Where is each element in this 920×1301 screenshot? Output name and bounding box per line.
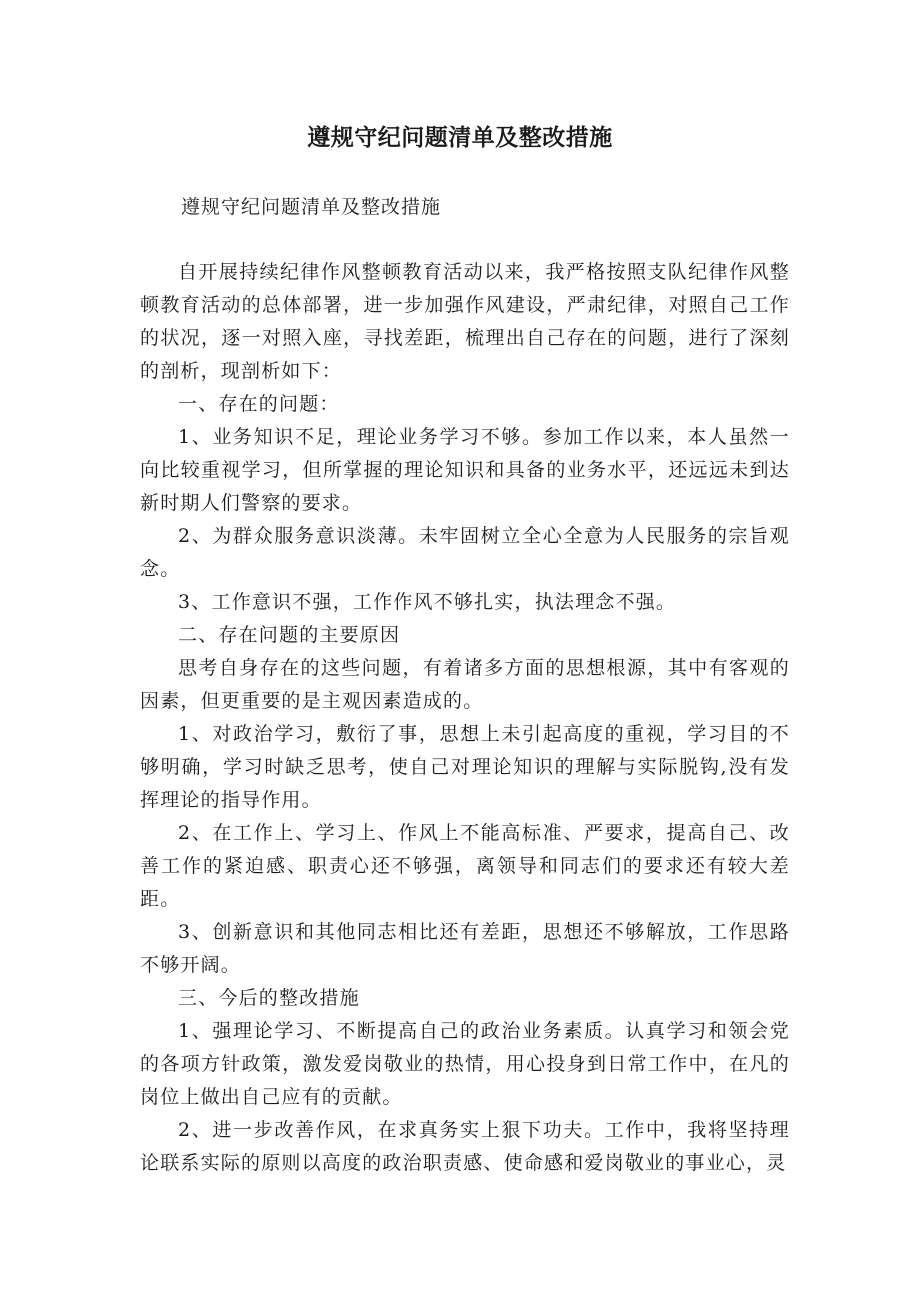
paragraph-causes-intro: 思考自身存在的这些问题，有着诸多方面的思想根源，其中有客观的因素，但更重要的是主观因素造成的。 [140, 657, 790, 712]
paragraph-cause-1: 1、对政治学习，敷衍了事，思想上未引起高度的重视，学习目的不够明确，学习时缺乏思考，使自己对理论知识的理解与实际脱钩,没有发挥理论的指导作用。 [140, 723, 790, 811]
paragraph-cause-3: 3、创新意识和其他同志相比还有差距，思想还不够解放，工作思路不够开阔。 [140, 921, 790, 976]
heading-rectification-measures: 三、今后的整改措施 [178, 987, 360, 1009]
paragraph-measure-2: 2、进一步改善作风，在求真务实上狠下功夫。工作中，我将坚持理论联系实际的原则以高度的政治职责感、使命感和爱岗敬业的事业心，灵 [140, 1119, 790, 1174]
paragraph-problem-1: 1、业务知识不足，理论业务学习不够。参加工作以来，本人虽然一向比较重视学习，但所掌握的理论知识和具备的业务水平，还远远未到达新时期人们警察的要求。 [140, 426, 790, 514]
paragraph-intro: 自开展持续纪律作风整顿教育活动以来，我严格按照支队纪律作风整顿教育活动的总体部署，进一步加强作风建设，严肃纪律，对照自己工作的状况，逐一对照入座，寻找差距，梳理出自己存在的问题，进行了深刻的剖析，现剖析如下： [140, 261, 790, 382]
paragraph-problem-2: 2、为群众服务意识淡薄。未牢固树立全心全意为人民服务的宗旨观念。 [140, 525, 790, 580]
paragraph-measure-1: 1、强理论学习、不断提高自己的政治业务素质。认真学习和领会党的各项方针政策，激发爱岗敬业的热情，用心投身到日常工作中，在凡的岗位上做出自己应有的贡献。 [140, 1020, 790, 1108]
document-subtitle: 遵规守纪问题清单及整改措施 [181, 196, 442, 218]
document-body [140, 256, 790, 1180]
heading-existing-problems: 一、存在的问题： [178, 393, 340, 415]
paragraph-problem-3: 3、工作意识不强，工作作风不够扎实，执法理念不强。 [178, 591, 677, 613]
heading-main-causes: 二、存在问题的主要原因 [178, 624, 401, 646]
document-title: 遵规守纪问题清单及整改措施 [307, 125, 613, 151]
paragraph-cause-2: 2、在工作上、学习上、作风上不能高标准、严要求，提高自己、改善工作的紧迫感、职责心还不够强，离领导和同志们的要求还有较大差距。 [140, 822, 790, 910]
